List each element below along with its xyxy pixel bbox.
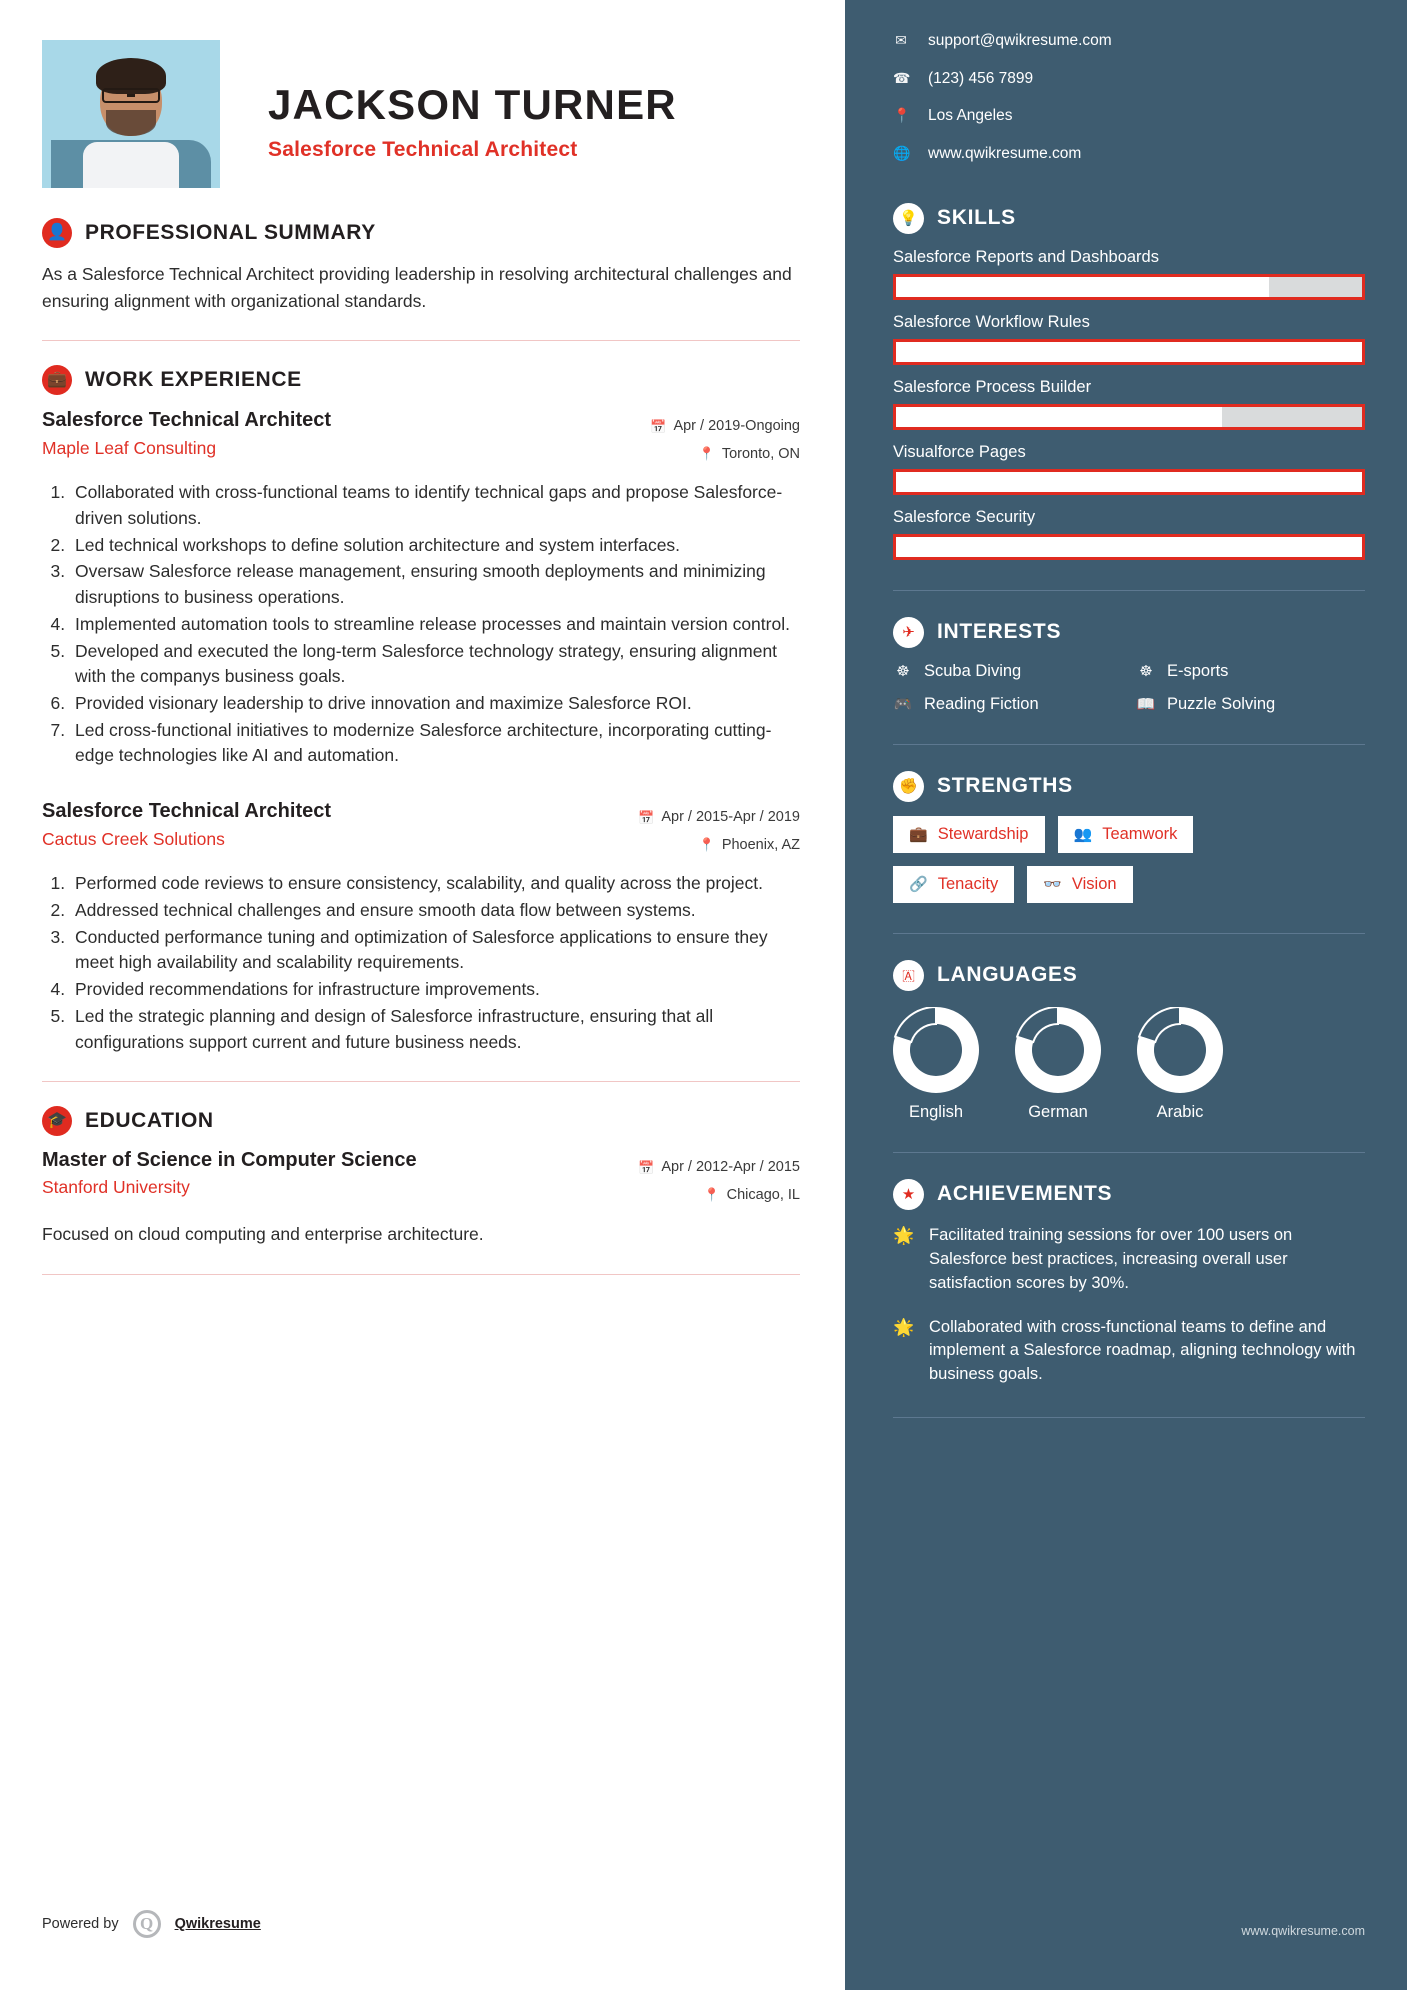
powered-by-label: Powered by [42, 1916, 119, 1932]
footer-branding [42, 1910, 261, 1938]
graduation-cap-icon: 🎓 [42, 1106, 72, 1136]
profile-photo [42, 40, 220, 188]
skills-section-header [893, 203, 1365, 234]
interests-grid [893, 662, 1365, 714]
job-location-line [620, 832, 800, 860]
section-interests [893, 617, 1365, 714]
strength-chip [1058, 816, 1194, 853]
skill-progress-fill [896, 277, 1269, 297]
language-label: English [908, 1102, 964, 1121]
work-section-header [42, 365, 800, 395]
interest-item [893, 662, 1122, 681]
skill-progress-bar [893, 274, 1365, 300]
education-dates-line [620, 1154, 800, 1182]
section-education [42, 1106, 800, 1247]
link-chain-icon: 🔗 [909, 876, 928, 894]
job-bullet: 4. Implemented automation tools to streamline release processes and maintain version control. [70, 612, 800, 638]
strengths-heading: STRENGTHS [937, 774, 1073, 798]
skill-item [893, 443, 1365, 495]
job-location: Toronto, ON [721, 445, 800, 462]
interests-section-header [893, 617, 1365, 648]
job-bullet: 7. Led cross-functional initiatives to modernize Salesforce architecture, incorporating cutting-edge technologies like AI and automation. [70, 718, 800, 769]
interest-item [1136, 662, 1365, 681]
job-role: Salesforce Technical Architect [42, 409, 332, 432]
contact-website-value: www.qwikresume.com [928, 145, 1082, 163]
calendar-icon: 📅 [638, 1159, 655, 1175]
strengths-grid [893, 816, 1365, 853]
briefcase-icon: 💼 [42, 365, 72, 395]
strength-label: Vision [1071, 874, 1117, 893]
contact-location [893, 105, 1365, 127]
right-sidebar [845, 0, 1407, 1990]
languages-section-header [893, 960, 1365, 991]
language-item [1137, 1007, 1223, 1122]
sidebar-footer-url: www.qwikresume.com [1241, 1924, 1365, 1938]
shooting-star-icon: 🌟 [893, 1317, 915, 1337]
lightbulb-icon: 💡 [893, 203, 924, 234]
page-title: JACKSON TURNER [268, 81, 677, 128]
job-bullet: 1. Performed code reviews to ensure consistency, scalability, and quality across the project. [70, 871, 800, 897]
strength-chip [893, 816, 1045, 853]
job-dates: Apr / 2015-Apr / 2019 [661, 809, 800, 826]
section-strengths [893, 771, 1365, 903]
achievements-section-header [893, 1179, 1365, 1210]
skill-progress-bar [893, 534, 1365, 560]
job-bullet: 4. Provided recommendations for infrastructure improvements. [70, 977, 800, 1003]
job-role: Salesforce Technical Architect [42, 800, 332, 823]
interest-label: Puzzle Solving [1167, 694, 1276, 713]
job-bullet: 2. Led technical workshops to define solution architecture and system interfaces. [70, 533, 800, 559]
strength-chip [893, 866, 1014, 903]
contact-list [893, 30, 1365, 165]
contact-phone[interactable] [893, 68, 1365, 90]
book-icon: 📖 [1136, 696, 1156, 714]
envelope-icon: ✉ [895, 32, 907, 49]
skill-progress-fill [896, 342, 1362, 362]
interest-label: Reading Fiction [924, 694, 1039, 713]
strength-label: Tenacity [937, 874, 999, 893]
job-bullet: 2. Addressed technical challenges and ensure smooth data flow between systems. [70, 898, 800, 924]
interests-heading: INTERESTS [937, 620, 1062, 644]
skill-progress-bar [893, 339, 1365, 365]
sidebar-divider [893, 590, 1365, 591]
education-location-line [620, 1182, 800, 1210]
job-bullet: 3. Oversaw Salesforce release management, ensuring smooth deployments and minimizing disruptions to business operations. [70, 559, 800, 610]
language-label: German [1028, 1102, 1088, 1121]
education-location: Chicago, IL [726, 1186, 800, 1203]
language-donut-chart [1137, 1007, 1223, 1093]
contact-website[interactable] [893, 143, 1365, 165]
calendar-icon: 📅 [638, 809, 655, 825]
skill-item [893, 313, 1365, 365]
skill-item [893, 378, 1365, 430]
summary-text: As a Salesforce Technical Architect providing leadership in resolving architectural challenges and ensuring alignment with organizational standards. [42, 264, 792, 311]
job-dates: Apr / 2019-Ongoing [673, 418, 800, 435]
binoculars-icon: 👓 [1043, 876, 1062, 894]
skill-item [893, 248, 1365, 300]
work-experience-entry [42, 408, 800, 769]
sidebar-divider [893, 1152, 1365, 1153]
phone-icon: ☎ [893, 69, 911, 86]
achievement-text: Collaborated with cross-functional teams to define and implement a Salesforce roadmap, aligning technology with business goals. [929, 1317, 1356, 1384]
contact-location-value: Los Angeles [928, 107, 1013, 125]
star-badge-icon: ★ [893, 1179, 924, 1210]
languages-row [893, 1007, 1365, 1122]
qwikresume-logo-icon: Q [133, 1910, 161, 1938]
education-section-header [42, 1106, 800, 1136]
skill-label: Salesforce Security [893, 507, 1036, 526]
strength-label: Teamwork [1102, 824, 1178, 843]
education-entry [42, 1149, 800, 1209]
map-pin-icon: 📍 [698, 837, 715, 853]
life-ring-icon: ☸ [1139, 663, 1153, 681]
job-location: Phoenix, AZ [721, 836, 800, 853]
skill-progress-fill [896, 407, 1222, 427]
contact-phone-value: (123) 456 7899 [928, 69, 1034, 87]
section-languages [893, 960, 1365, 1122]
fist-icon: ✊ [893, 771, 924, 802]
sidebar-divider [893, 933, 1365, 934]
resume-header [42, 40, 800, 188]
skill-item [893, 508, 1365, 560]
work-experience-entry [42, 799, 800, 1055]
job-bullet: 5. Led the strategic planning and design of Salesforce infrastructure, ensuring that all configurations support current and future business needs. [70, 1004, 800, 1055]
job-company: Cactus Creek Solutions [42, 829, 225, 850]
contact-email-value: support@qwikresume.com [928, 32, 1112, 49]
summary-heading: PROFESSIONAL SUMMARY [85, 221, 376, 244]
education-degree: Master of Science in Computer Science [42, 1149, 417, 1172]
location-pin-icon: 📍 [893, 107, 911, 124]
skill-label: Salesforce Process Builder [893, 377, 1092, 396]
job-bullet-list [42, 871, 800, 1055]
language-item [1015, 1007, 1101, 1122]
toolbox-icon: 💼 [909, 826, 928, 844]
map-pin-icon: 📍 [698, 446, 715, 462]
qwikresume-link[interactable]: Qwikresume [174, 1916, 261, 1932]
achievement-text: Facilitated training sessions for over 100 users on Salesforce best practices, increasing overall user satisfaction scores by 30%. [929, 1225, 1293, 1292]
summary-section-header [42, 218, 800, 248]
life-ring-icon: ☸ [896, 663, 910, 681]
section-professional-summary [42, 218, 800, 314]
calendar-icon: 📅 [650, 418, 667, 434]
sidebar-divider [893, 744, 1365, 745]
achievements-heading: ACHIEVEMENTS [937, 1182, 1113, 1206]
achievement-item [893, 1316, 1365, 1388]
paper-plane-icon: ✈ [893, 617, 924, 648]
section-achievements [893, 1179, 1365, 1388]
section-work-experience [42, 365, 800, 1055]
contact-email[interactable] [893, 30, 1365, 52]
interest-label: E-sports [1167, 661, 1229, 680]
translate-icon: 🇦 [893, 960, 924, 991]
language-item [893, 1007, 979, 1122]
education-heading: EDUCATION [85, 1109, 214, 1133]
map-pin-icon: 📍 [703, 1187, 720, 1203]
education-description: Focused on cloud computing and enterprise architecture. [42, 1224, 484, 1245]
job-dates-line [620, 413, 800, 441]
education-school: Stanford University [42, 1177, 190, 1198]
skills-heading: SKILLS [937, 206, 1016, 230]
person-icon: 👤 [42, 218, 72, 248]
skill-progress-bar [893, 469, 1365, 495]
gamepad-icon: 🎮 [893, 696, 913, 714]
job-bullet: 1. Collaborated with cross-functional teams to identify technical gaps and propose Salesforce-driven solutions. [70, 480, 800, 531]
skill-progress-fill [896, 472, 1362, 492]
job-company: Maple Leaf Consulting [42, 438, 217, 459]
job-location-line [620, 441, 800, 469]
globe-icon: 🌐 [893, 145, 911, 162]
strengths-grid [893, 866, 1365, 903]
strengths-section-header [893, 771, 1365, 802]
divider [42, 340, 800, 341]
job-dates-line [620, 804, 800, 832]
skill-label: Visualforce Pages [893, 442, 1026, 461]
people-group-icon: 👥 [1073, 826, 1093, 844]
strength-chip [1027, 866, 1132, 903]
profile-job-title: Salesforce Technical Architect [268, 138, 578, 162]
divider [42, 1081, 800, 1082]
name-block [268, 40, 677, 162]
work-heading: WORK EXPERIENCE [85, 368, 302, 392]
skill-progress-fill [896, 537, 1362, 557]
skill-label: Salesforce Reports and Dashboards [893, 247, 1159, 266]
job-bullet-list [42, 480, 800, 769]
strength-label: Stewardship [937, 824, 1029, 843]
skill-label: Salesforce Workflow Rules [893, 312, 1090, 331]
sidebar-divider [893, 1417, 1365, 1418]
section-skills [893, 203, 1365, 560]
language-label: Arabic [1156, 1102, 1204, 1121]
job-bullet: 6. Provided visionary leadership to drive innovation and maximize Salesforce ROI. [70, 691, 800, 717]
job-bullet: 5. Developed and executed the long-term Salesforce technology strategy, ensuring alignment with the companys business goals. [70, 639, 800, 690]
achievement-item [893, 1224, 1365, 1296]
job-bullet: 3. Conducted performance tuning and optimization of Salesforce applications to ensure they meet high availability and scalability requirements. [70, 925, 800, 976]
education-dates: Apr / 2012-Apr / 2015 [661, 1159, 800, 1176]
skill-progress-bar [893, 404, 1365, 430]
language-donut-chart [893, 1007, 979, 1093]
shooting-star-icon: 🌟 [893, 1225, 915, 1245]
interest-label: Scuba Diving [924, 661, 1022, 680]
language-donut-chart [1015, 1007, 1101, 1093]
interest-item [893, 695, 1122, 714]
languages-heading: LANGUAGES [937, 963, 1078, 987]
divider [42, 1274, 800, 1275]
interest-item [1136, 695, 1365, 714]
